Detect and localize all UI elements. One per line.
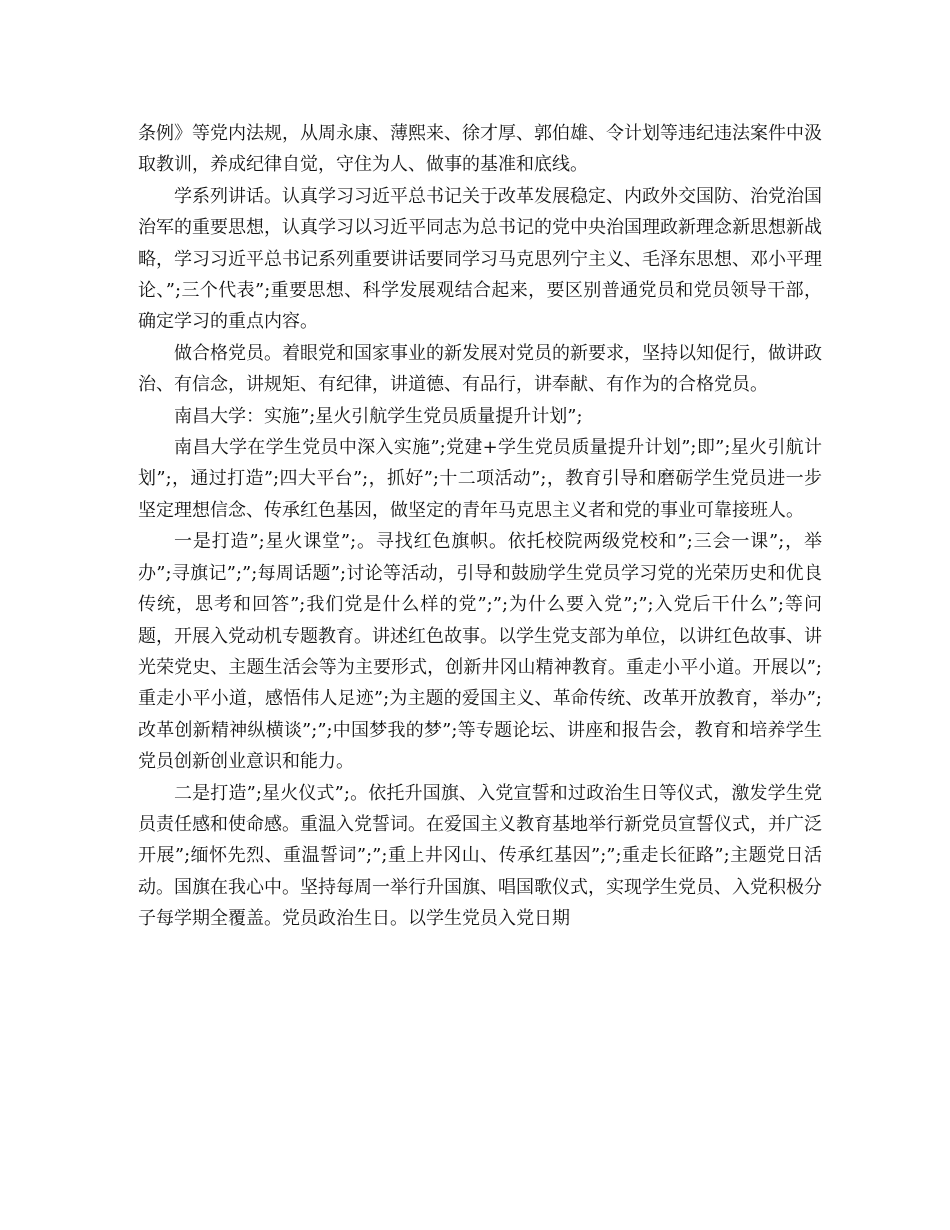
paragraph-5: 南昌大学在学生党员中深入实施”;党建+学生党员质量提升计划”;即”;星火引航计划”;，通过打造”;四大平台”;，抓好”;十二项活动”;，教育引导和磨砺学生党员进一步坚定理想信念、传承红色基因，做坚定的青年马克思主义者和党的事业可靠接班人。 xyxy=(138,437,822,521)
document-page xyxy=(138,118,822,935)
paragraph-7: 二是打造”;星火仪式”;。依托升国旗、入党宣誓和过政治生日等仪式，激发学生党员责任感和使命感。重温入党誓词。在爱国主义教育基地举行新党员宣誓仪式，并广泛开展”;缅怀先烈、重温誓词”;”;重上井冈山、传承红基因”;”;重走长征路”;主题党日活动。国旗在我心中。坚持每周一举行升国旗、唱国歌仪式，实现学生党员、入党积极分子每学期全覆盖。党员政治生日。以学生党员入党日期 xyxy=(138,782,822,930)
paragraph-3: 做合格党员。着眼党和国家事业的新发展对党员的新要求，坚持以知促行，做讲政治、有信念，讲规矩、有纪律，讲道德、有品行，讲奉献、有作为的合格党员。 xyxy=(138,342,822,396)
paragraph-6: 一是打造”;星火课堂”;。寻找红色旗帜。依托校院两级党校和”;三会一课”;，举办”;寻旗记”;”;每周话题”;讨论等活动，引导和鼓励学生党员学习党的光荣历史和优良传统，思考和回答”;我们党是什么样的党”;”;为什么要入党”;”;入党后干什么”;等问题，开展入党动机专题教育。讲述红色故事。以学生党支部为单位，以讲红色故事、讲光荣党史、主题生活会等为主要形式，创新井冈山精神教育。重走小平小道。开展以”;重走小平小道，感悟伟人足迹”;为主题的爱国主义、革命传统、改革开放教育，举办”;改革创新精神纵横谈”;”;中国梦我的梦”;等专题论坛、讲座和报告会，教育和培养学生党员创新创业意识和能力。 xyxy=(138,531,822,773)
paragraph-1: 条例》等党内法规，从周永康、薄熙来、徐才厚、郭伯雄、令计划等违纪违法案件中汲取教训，养成纪律自觉，守住为人、做事的基准和底线。 xyxy=(138,123,822,176)
paragraph-2: 学系列讲话。认真学习习近平总书记关于改革发展稳定、内政外交国防、治党治国治军的重要思想，认真学习以习近平同志为总书记的党中央治国理政新理念新思想新战略，学习习近平总书记系列重要讲话要同学习马克思列宁主义、毛泽东思想、邓小平理论、”;三个代表”;重要思想、科学发展观结合起来，要区别普通党员和党员领导干部，确定学习的重点内容。 xyxy=(138,185,822,333)
paragraph-4: 南昌大学：实施”;星火引航学生党员质量提升计划”; xyxy=(174,405,583,427)
